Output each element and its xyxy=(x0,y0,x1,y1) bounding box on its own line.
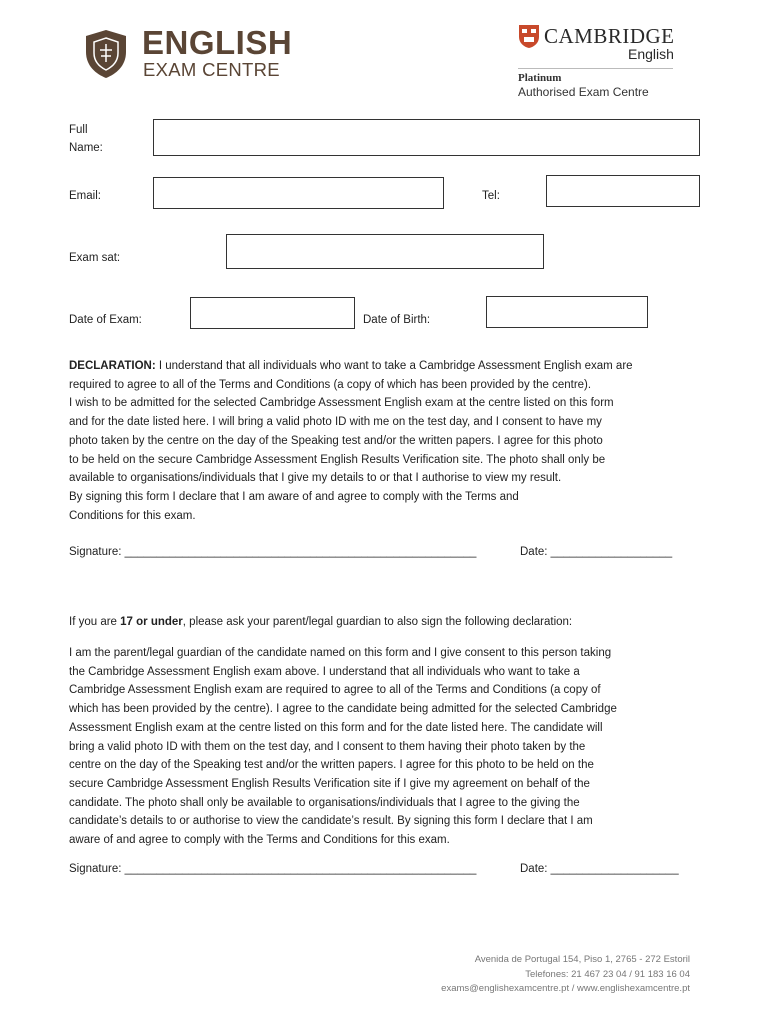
guardian-line: bring a valid photo ID with them on the test day, and I consent to them having their photo taken by the xyxy=(69,740,586,753)
declaration-line: I understand that all individuals who want to take a Cambridge Assessment English exam are xyxy=(155,360,633,372)
declaration-line: available to organisations/individuals that I give my details to or that I authorise to view my result. xyxy=(69,472,562,485)
tel-label: Tel: xyxy=(482,190,500,202)
shield-crest-icon xyxy=(82,28,130,80)
declaration-line: to be held on the secure Cambridge Assessment English Results Verification site. The photo shall only be xyxy=(69,453,606,466)
cambridge-shield-icon xyxy=(518,24,540,49)
declaration-line: photo taken by the centre on the day of the Speaking test and/or the written papers. I agree for this photo xyxy=(69,434,603,447)
footer-contact: exams@englishexamcentre.pt / www.englishexamcentre.pt xyxy=(441,983,690,994)
guardian-line: Cambridge Assessment English exam are required to agree to all of the Terms and Conditions (a copy of xyxy=(69,684,601,697)
guardian-intro-bold: 17 or under xyxy=(120,616,183,628)
guardian-line: candidate. The photo shall only be available to organisations/individuals that I agree to the giving the xyxy=(69,796,580,809)
guardian-line: I am the parent/legal guardian of the candidate named on this form and I give consent to this person taking xyxy=(69,647,612,659)
platinum-label: Platinum xyxy=(518,72,562,84)
cambridge-title: CAMBRIDGE xyxy=(544,24,675,48)
guardian-signature-line[interactable]: Signature: _______________________________________________________ xyxy=(69,863,477,875)
english-exam-centre-logo xyxy=(82,26,322,82)
date-of-exam-field[interactable] xyxy=(190,297,355,329)
guardian-line: Assessment English exam at the centre listed on this form and for the date listed here. The candidate will xyxy=(69,721,603,734)
guardian-line: candidate’s details to or authorise to view the candidate’s result. By signing this form I declare that I am xyxy=(69,815,593,828)
declaration-date-line[interactable]: Date: ___________________ xyxy=(520,546,673,558)
declaration-line: I wish to be admitted for the selected Cambridge Assessment English exam at the centre listed on this form xyxy=(69,397,614,410)
date-of-birth-field[interactable] xyxy=(486,296,648,328)
guardian-date-line[interactable]: Date: ____________________ xyxy=(520,863,679,875)
guardian-intro-after: , please ask your parent/legal guardian to also sign the following declaration: xyxy=(182,616,573,628)
guardian-line: which has been provided by the centre). I agree to the candidate being admitted for the selected Cambridge xyxy=(69,703,617,716)
cambridge-english-logo xyxy=(518,24,678,104)
email-field[interactable] xyxy=(153,177,444,209)
exam-sat-label: Exam sat: xyxy=(69,252,121,264)
guardian-declaration-paragraph xyxy=(69,644,719,850)
guardian-line: the Cambridge Assessment English exam above. I understand that all individuals who want to take a xyxy=(69,665,580,678)
guardian-intro-before: If you are xyxy=(69,616,121,628)
declaration-heading: DECLARATION: xyxy=(69,360,156,372)
date-of-birth-label: Date of Birth: xyxy=(363,314,431,326)
full-name-label xyxy=(69,121,103,157)
authorised-centre-label: Authorised Exam Centre xyxy=(518,85,649,99)
declaration-paragraph xyxy=(69,357,709,525)
logo-divider xyxy=(518,68,673,69)
full-name-label-line1: Full xyxy=(69,124,88,136)
full-name-field[interactable] xyxy=(153,119,700,156)
date-of-exam-label: Date of Exam: xyxy=(69,314,142,326)
tel-field[interactable] xyxy=(546,175,700,207)
footer-phones: Telefones: 21 467 23 04 / 91 183 16 04 xyxy=(525,968,690,980)
declaration-signature-line[interactable]: Signature: _______________________________________________________ xyxy=(69,546,477,558)
footer xyxy=(441,953,690,997)
logo-exam-centre-text: EXAM CENTRE xyxy=(143,59,280,80)
email-label: Email: xyxy=(69,190,101,202)
guardian-line: secure Cambridge Assessment English Results Verification site if I give my agreement on behalf of the xyxy=(69,777,590,790)
full-name-label-line2: Name: xyxy=(69,142,103,154)
guardian-intro xyxy=(69,613,709,632)
cambridge-english-sub: English xyxy=(628,46,674,62)
exam-sat-field[interactable] xyxy=(226,234,544,269)
guardian-line: aware of and agree to comply with the Terms and Conditions for this exam. xyxy=(69,834,450,847)
footer-address: Avenida de Portugal 154, Piso 1, 2765 - 272 Estoril xyxy=(474,954,690,965)
declaration-line: required to agree to all of the Terms and Conditions (a copy of which has been provided by the centre). xyxy=(69,378,592,391)
declaration-line: and for the date listed here. I will bring a valid photo ID with me on the test day, and I consent to have my xyxy=(69,416,602,429)
logo-english-text: ENGLISH xyxy=(142,24,293,61)
declaration-line: Conditions for this exam. xyxy=(69,509,196,522)
declaration-line: By signing this form I declare that I am aware of and agree to comply with the Terms and xyxy=(69,490,519,503)
guardian-line: centre on the day of the Speaking test and/or the written papers. I agree for this photo to be held on the xyxy=(69,759,594,772)
